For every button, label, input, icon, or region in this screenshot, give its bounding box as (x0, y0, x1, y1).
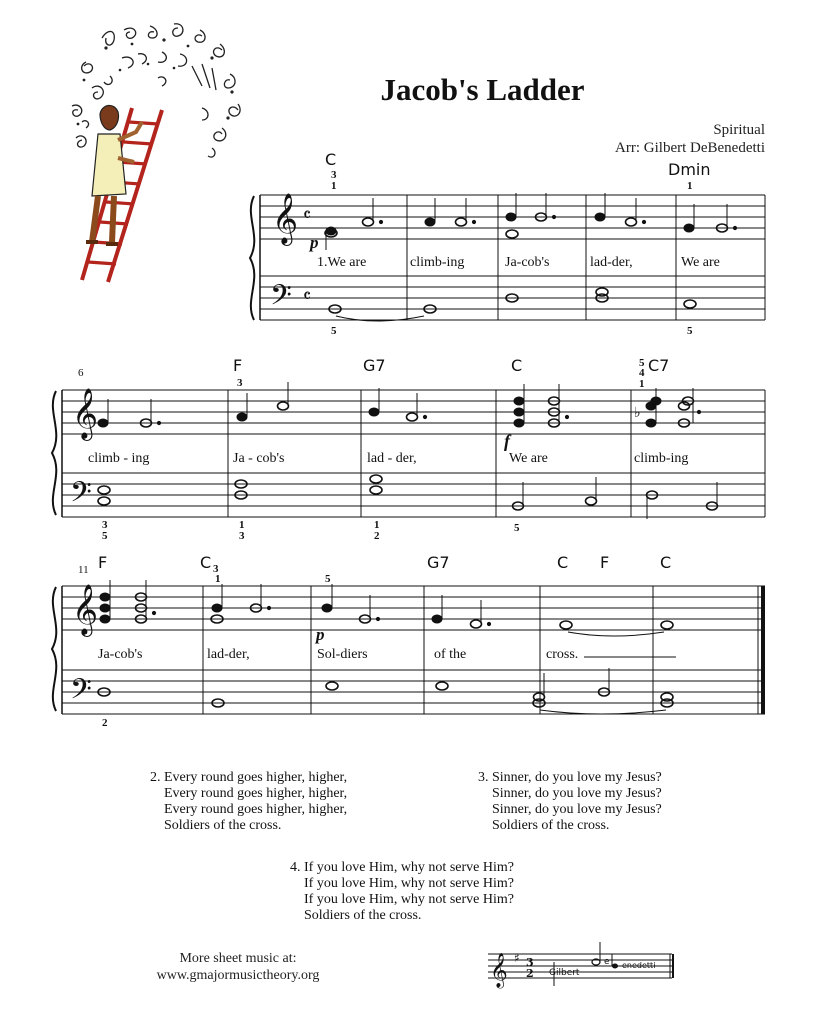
common-time-icon: 𝄴 (303, 205, 312, 226)
lyric: 1.We are (317, 255, 367, 270)
chord-symbol: G7 (363, 356, 386, 375)
lyric: We are (681, 255, 720, 270)
dynamic-marking: f (504, 431, 510, 451)
common-time-icon: 𝄴 (303, 286, 312, 307)
lyric: lad - der, (367, 451, 417, 466)
lyric: Ja-cob's (505, 255, 550, 270)
chord-symbol: F (233, 356, 243, 375)
lyric: of the (434, 647, 467, 662)
dynamic-marking: p (316, 625, 325, 644)
logo-text: enedetti (622, 961, 656, 970)
lyric: lad-der, (207, 647, 250, 662)
chord-symbol: C (511, 356, 523, 375)
footer-website-link[interactable]: www.gmajormusictheory.org (156, 968, 320, 983)
fingering: 1 (239, 519, 245, 531)
fingering: 1 (331, 180, 337, 192)
logo-text: Gilbert (549, 968, 580, 978)
lyric: cross. (546, 647, 579, 662)
fingering: 5 (331, 325, 337, 337)
fingering: 5 (639, 357, 645, 369)
lyric: climb-ing (634, 451, 689, 466)
fingering: 4 (639, 367, 645, 379)
measure-number: 11 (78, 564, 89, 576)
measure-number: 6 (78, 367, 84, 379)
svg-text:e: e (604, 957, 610, 967)
fingering: 2 (374, 530, 380, 542)
fingering: 5 (514, 522, 520, 534)
piece-title: Jacob's Ladder (380, 72, 585, 107)
fingering: 3 (102, 519, 108, 531)
lyric: Ja-cob's (98, 647, 143, 662)
verse-4: 4. If you love Him, why not serve Him? If you love Him, why not serve Him? If you love Him, why not serve Him? Soldiers of the cross. (290, 860, 514, 923)
chord-symbol: C (325, 150, 337, 169)
composer-origin: Spiritual (713, 122, 765, 138)
fingering: 5 (325, 573, 331, 585)
lyric: Sol-diers (317, 647, 368, 662)
lyric: climb-ing (410, 255, 465, 270)
fingering: 3 (331, 169, 337, 181)
chord-symbol: G7 (427, 553, 450, 572)
arranger-credit: Arr: Gilbert DeBenedetti (615, 140, 765, 156)
bass-clef-icon: 𝄢 (70, 476, 92, 516)
bass-clef-icon: 𝄢 (270, 279, 292, 319)
fingering: 3 (213, 563, 219, 575)
lyric: We are (509, 451, 548, 466)
verse-3: 3. Sinner, do you love my Jesus? Sinner, do you love my Jesus? Sinner, do you love my Jesus? Soldiers of the cross. (478, 770, 662, 833)
chord-symbol: Dmin (668, 160, 711, 179)
lyric: lad-der, (590, 255, 633, 270)
chord-symbol: F (98, 553, 108, 572)
notes-system-3 (98, 580, 676, 714)
fingering: 3 (239, 530, 245, 542)
fingering: 5 (102, 530, 108, 542)
footer-text: More sheet music at: (179, 951, 297, 966)
fingering: 1 (374, 519, 380, 531)
svg-text:♯: ♯ (514, 951, 520, 965)
system-3 (52, 586, 765, 714)
chord-symbol: C7 (648, 356, 670, 375)
dynamic-marking: p (310, 233, 319, 252)
treble-clef-icon: 𝄞 (272, 193, 299, 244)
treble-clef-icon: 𝄞 (72, 584, 99, 635)
treble-clef-icon: 𝄞 (490, 953, 508, 988)
svg-text:2: 2 (526, 967, 534, 980)
chord-symbol: C (660, 553, 672, 572)
lyric: Ja - cob's (233, 451, 285, 466)
fingering: 1 (687, 180, 693, 192)
fingering: 2 (102, 717, 108, 729)
fingering: 5 (687, 325, 693, 337)
lyric: climb - ing (88, 451, 150, 466)
fingering: 1 (639, 378, 645, 390)
fingering: 3 (237, 377, 243, 389)
chord-symbol: F (600, 553, 610, 572)
composer-logo (484, 940, 684, 1000)
svg-text:♭: ♭ (634, 406, 641, 421)
chord-symbol: C (200, 553, 212, 572)
chord-symbol: C (557, 553, 569, 572)
verse-2: 2. Every round goes higher, higher, Every round goes higher, higher, Every round goes higher, higher, Soldiers of the cross. (150, 770, 348, 833)
svg-text:3: 3 (526, 956, 534, 969)
fingering: 1 (215, 573, 221, 585)
treble-clef-icon: 𝄞 (72, 388, 99, 439)
bass-clef-icon: 𝄢 (70, 673, 92, 713)
